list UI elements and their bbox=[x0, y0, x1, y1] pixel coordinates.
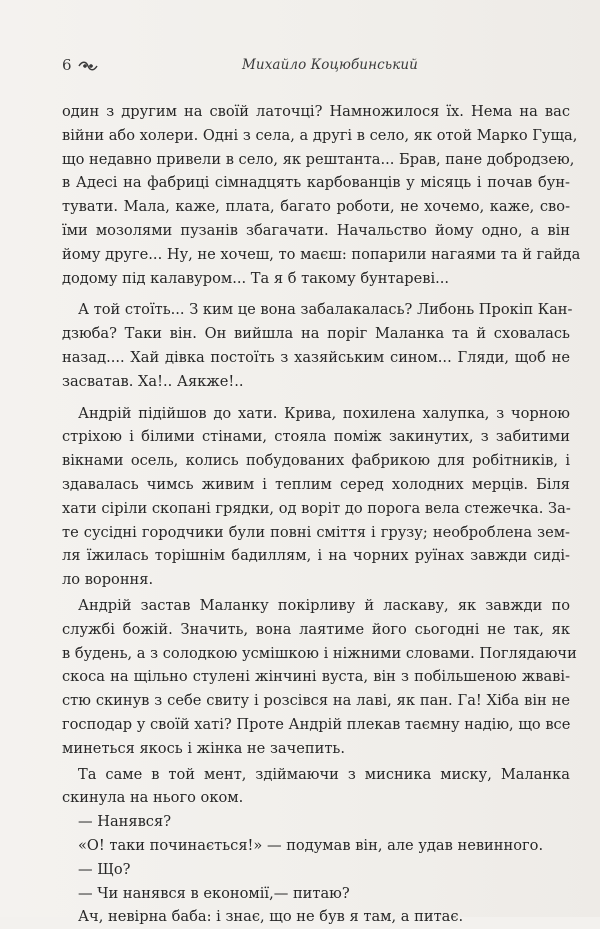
text-line: додому під калавуром... Та я б такому бунтареві... bbox=[62, 269, 450, 287]
text-line: засватав. Ха!.. Аякже!.. bbox=[62, 372, 244, 390]
text-line: в Адесі на фабриці сімнадцять карбованців у місяць і почав бун- bbox=[62, 174, 570, 192]
body-text bbox=[62, 100, 581, 929]
text-line: скинула на нього оком. bbox=[62, 789, 244, 807]
dialogue-line: Ач, невірна баба: і знає, що не був я там, а питає. bbox=[78, 908, 464, 926]
text-line: війни або холери. Одні з села, а другі в село, як отой Марко Гуща, bbox=[62, 126, 578, 144]
text-line: що недавно привели в село, як рештанта... Брав, пане добродзею, bbox=[62, 150, 575, 168]
page-number: 6 bbox=[62, 56, 72, 74]
text-line: те сусідні городчики були повні сміття і грузу; необроблена зем- bbox=[62, 523, 570, 541]
text-line: скоса на щільно стулені жінчині вуста, він з побільшеною жваві- bbox=[62, 668, 570, 686]
text-line: А той стоїть... З ким це вона забалакалась? Либонь Прокіп Кан- bbox=[78, 301, 573, 319]
text-line: один з другим на своїй латочці? Намножилося їх. Нема на вас bbox=[62, 103, 570, 120]
text-line: їми мозолями пузанів збагачати. Начальство йому одно, а він bbox=[62, 221, 570, 239]
text-line: стріхою і білими стінами, стояла поміж закинутих, з забитими bbox=[62, 428, 570, 446]
text-line: назад.... Хай дівка постоїть з хазяйським сином... Гляди, щоб не bbox=[62, 348, 570, 366]
text-line: службі божій. Значить, вона лаятиме його сьогодні не так, як bbox=[62, 620, 570, 638]
text-line: господар у своїй хаті? Проте Андрій плекав таємну надію, що все bbox=[62, 715, 571, 733]
dialogue-line: «О! таки починається!» — подумав він, але удав невинного. bbox=[78, 836, 544, 854]
running-title: Михайло Коцюбинський bbox=[242, 57, 418, 73]
text-line: тувати. Мала, каже, плата, багато роботи, не хочемо, каже, сво- bbox=[62, 198, 570, 216]
text-line: здавалась чимсь живим і теплим серед холодних мерців. Біля bbox=[62, 475, 570, 493]
dialogue-line: — Чи нанявся в економії,— питаю? bbox=[78, 884, 350, 902]
dialogue-line: — Нанявся? bbox=[78, 813, 172, 831]
text-line: минеться якось і жінка не зачепить. bbox=[62, 739, 345, 757]
text-line: Андрій застав Маланку покірливу й ласкаву, як завжди по bbox=[78, 596, 570, 614]
dialogue-line: — Що? bbox=[78, 860, 131, 878]
text-line: в будень, а з солодкою усмішкою і ніжними словами. Поглядаючи bbox=[62, 644, 577, 662]
text-line: ло вороння. bbox=[62, 571, 154, 589]
text-line: йому друге... Ну, не хочеш, то маєш: попарили нагаями та й гайда bbox=[62, 245, 581, 263]
text-line: Андрій підійшов до хати. Крива, похилена халупка, з чорною bbox=[78, 404, 570, 422]
text-line: вікнами осель, колись побудованих фабрикою для робітників, і bbox=[62, 452, 570, 470]
text-line: хати сіріли скопані грядки, од воріт до порога вела стежечка. За- bbox=[62, 499, 571, 517]
text-line: ля їжилась торішнім бадиллям, і на чорних руїнах завжди сиді- bbox=[62, 547, 570, 565]
text-line: стю скинув з себе свиту і розсівся на лаві, як пан. Га! Хіба він не bbox=[62, 692, 570, 710]
text-line: дзюба? Таки він. Он вийшла на поріг Маланка та й сховалась bbox=[62, 325, 570, 343]
text-line: Та саме в той мент, здіймаючи з мисника миску, Маланка bbox=[78, 765, 570, 783]
leaf-ornament-icon bbox=[77, 60, 99, 72]
page-header bbox=[62, 55, 562, 79]
